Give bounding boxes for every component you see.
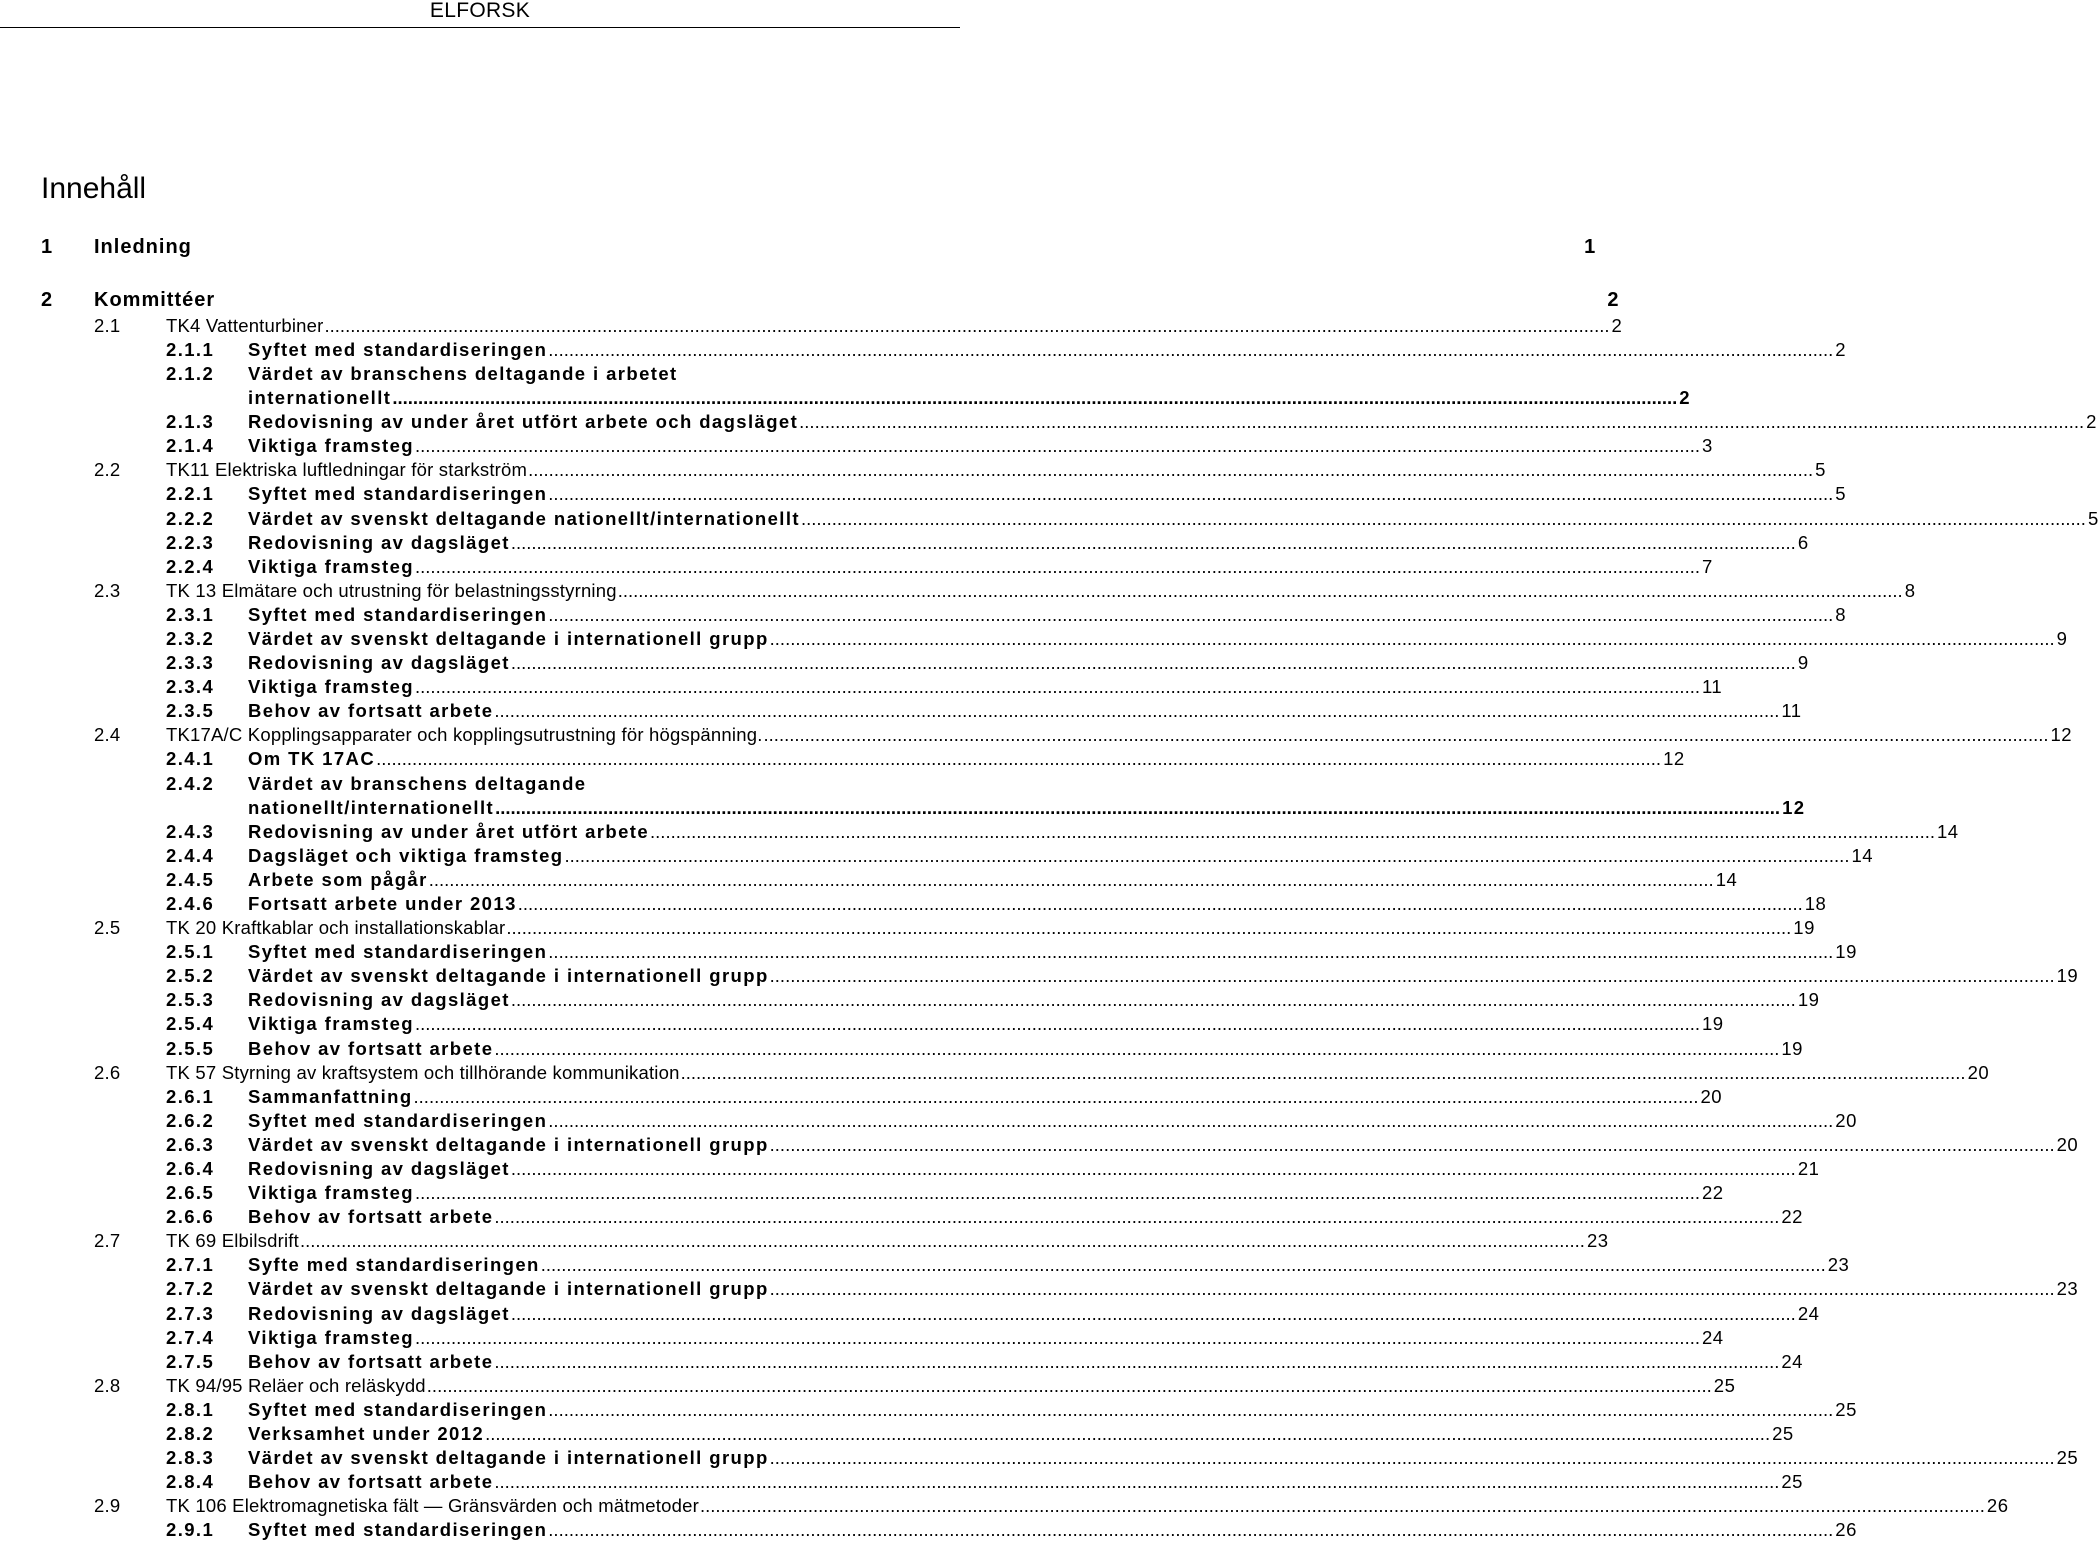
toc-entry-page-number: 11 [1702, 676, 1723, 697]
toc-entry[interactable] [166, 531, 1809, 555]
toc-entry[interactable] [94, 1374, 1736, 1398]
toc-entry[interactable] [166, 603, 1847, 627]
toc-entry-page-number: 20 [1835, 1110, 1857, 1131]
toc-entry-page-number: 26 [1986, 1495, 2009, 1516]
toc-entry-number: 2.2 [94, 459, 121, 480]
toc-entry-number: 2.6.2 [166, 1110, 215, 1131]
toc-entry-number: 2.7.5 [166, 1351, 215, 1372]
toc-entry[interactable] [166, 772, 912, 796]
toc-entry-title: Värdet av svenskt deltagande nationellt/internationellt [248, 508, 800, 529]
toc-entry-number: 1 [41, 236, 54, 258]
toc-entry-title: Värdet av svenskt deltagande i internationell grupp [248, 965, 769, 986]
toc-entry-number: 2.5.2 [166, 965, 215, 986]
toc-entry[interactable] [248, 386, 1691, 410]
toc-entry-page-number: 14 [1715, 869, 1738, 890]
toc-entry-number: 2.5.4 [166, 1013, 215, 1034]
toc-entry-page-number: 8 [1904, 580, 1916, 601]
toc-dot-leader [494, 1037, 1779, 1061]
toc-entry[interactable] [94, 314, 1623, 338]
toc-entry-title: TK 94/95 Reläer och reläskydd [166, 1375, 426, 1396]
toc-entry[interactable] [94, 1494, 2009, 1518]
toc-dot-leader [770, 1133, 2055, 1157]
toc-entry-page-number: 22 [1781, 1206, 1803, 1227]
toc-entry[interactable] [166, 1037, 1803, 1061]
toc-entry-title: Behov av fortsatt arbete [248, 1351, 494, 1372]
toc-entry-title: Redovisning av dagsläget [248, 532, 510, 553]
toc-entry-title: Redovisning av dagsläget [248, 989, 510, 1010]
toc-entry-page-number: 5 [1815, 459, 1826, 480]
toc-entry-number: 2.7.1 [166, 1254, 215, 1275]
toc-dot-leader [764, 723, 2049, 747]
toc-dot-leader [494, 1470, 1779, 1494]
toc-entry-title: Syftet med standardiseringen [248, 1519, 548, 1540]
toc-entry[interactable] [166, 1181, 1724, 1205]
toc-entry-title: Kommittéer [94, 289, 216, 311]
toc-entry-title: Redovisning av dagsläget [248, 1158, 510, 1179]
toc-entry-number: 2.6.4 [166, 1158, 215, 1179]
toc-dot-leader [799, 410, 2084, 434]
toc-entry-page-number: 25 [1781, 1471, 1803, 1492]
toc-entry-title: Viktiga framsteg [248, 1327, 415, 1348]
toc-entry-number: 2.3.2 [166, 628, 215, 649]
toc-dot-leader [541, 1253, 1826, 1277]
toc-entry-number: 2.5.1 [166, 941, 215, 962]
toc-entry-number: 2.2.2 [166, 508, 215, 529]
toc-entry-page-number: 9 [1797, 652, 1809, 673]
toc-entry-page-number: 19 [1793, 917, 1815, 938]
toc-entry-page-number: 12 [1782, 797, 1806, 818]
toc-entry-title: TK 69 Elbilsdrift [166, 1230, 299, 1251]
toc-dot-leader [511, 531, 1796, 555]
toc-entry-number: 2.3.1 [166, 604, 215, 625]
toc-entry-page-number: 9 [2056, 628, 2068, 649]
toc-entry-title: Värdet av branschens deltagande [248, 773, 587, 794]
toc-entry-page-number: 14 [1937, 821, 1959, 842]
toc-dot-leader [650, 820, 1935, 844]
toc-entry[interactable] [166, 1398, 1857, 1422]
toc-entry[interactable] [166, 988, 1820, 1012]
toc-entry-page-number: 3 [1702, 435, 1713, 456]
toc-entry-number: 2.8.2 [166, 1423, 215, 1444]
toc-dot-leader [415, 1326, 1700, 1350]
toc-entry-page-number: 20 [2056, 1134, 2079, 1155]
toc-entry-page-number: 19 [2056, 965, 2079, 986]
toc-dot-leader [495, 796, 1780, 820]
toc-entry[interactable] [166, 482, 1847, 506]
toc-entry-title: Fortsatt arbete under 2013 [248, 893, 517, 914]
toc-entry-page-number: 19 [1781, 1038, 1803, 1059]
toc-entry-number: 2.7.3 [166, 1303, 215, 1324]
toc-entry[interactable] [166, 362, 912, 386]
toc-entry-title: Inledning [94, 236, 192, 258]
toc-entry[interactable] [166, 1422, 1794, 1446]
toc-dot-leader [770, 1446, 2055, 1470]
toc-entry-title: Syftet med standardiseringen [248, 1110, 548, 1131]
toc-entry-page-number: 23 [2056, 1278, 2079, 1299]
toc-entry[interactable] [166, 627, 2068, 651]
toc-entry-number: 2.1.3 [166, 411, 215, 432]
toc-entry-number: 2.1 [94, 315, 121, 336]
toc-entry-page-number: 21 [1797, 1158, 1820, 1179]
toc-dot-leader [770, 627, 2055, 651]
toc-entry[interactable] [166, 1470, 1803, 1494]
toc-entry[interactable] [166, 1302, 1820, 1326]
toc-entry-number: 2.4.3 [166, 821, 215, 842]
header-title: ELFORSK [429, 0, 531, 22]
toc-entry-number: 2.3.4 [166, 676, 215, 697]
toc-entry[interactable] [248, 796, 1806, 820]
toc-entry-page-number: 5 [1835, 483, 1847, 504]
toc-entry[interactable] [166, 434, 1713, 458]
toc-dot-leader [801, 507, 2086, 531]
toc-entry-number: 2.8 [94, 1375, 121, 1396]
toc-entry-title: TK4 Vattenturbiner [166, 315, 324, 336]
toc-dot-leader [427, 1374, 1712, 1398]
toc-entry-title: Värdet av branschens deltagande i arbetet [248, 363, 678, 384]
toc-entry-number: 2 [41, 289, 54, 311]
toc-entry[interactable] [166, 1085, 1723, 1109]
toc-entry-title: TK 106 Elektromagnetiska fält — Gränsvärden och mätmetoder [166, 1495, 699, 1516]
toc-entry-title: Viktiga framsteg [248, 676, 415, 697]
toc-entry-page-number: 25 [1772, 1423, 1794, 1444]
toc-entry-number: 2.6.1 [166, 1086, 215, 1107]
toc-dot-leader [564, 844, 1849, 868]
toc-entry-page-number: 24 [1797, 1303, 1820, 1324]
toc-dot-leader [414, 1085, 1699, 1109]
toc-dot-leader [518, 892, 1803, 916]
toc-entry[interactable] [166, 507, 2099, 531]
toc-dot-leader [548, 338, 1833, 362]
toc-entry[interactable] [166, 1253, 1850, 1277]
toc-dot-leader [548, 940, 1833, 964]
toc-entry[interactable] [166, 868, 1738, 892]
toc-entry[interactable] [166, 699, 1802, 723]
toc-entry-page-number: 24 [1781, 1351, 1803, 1372]
toc-dot-leader [325, 314, 1610, 338]
toc-entry[interactable] [94, 1229, 1609, 1253]
toc-entry-number: 2.5 [94, 917, 121, 938]
toc-entry-page-number: 20 [1967, 1062, 1990, 1083]
toc-entry-number: 2.1.4 [166, 435, 215, 456]
toc-entry[interactable] [166, 964, 2079, 988]
toc-entry-title: Behov av fortsatt arbete [248, 700, 494, 721]
toc-entry-title: Behov av fortsatt arbete [248, 1206, 494, 1227]
toc-entry-title: TK 13 Elmätare och utrustning för belastningsstyrning [166, 580, 617, 601]
toc-entry[interactable] [166, 1277, 2079, 1301]
toc-dot-leader [494, 1205, 1779, 1229]
toc-dot-leader [548, 1518, 1833, 1542]
toc-entry-number: 2.8.3 [166, 1447, 215, 1468]
toc-entry-number: 2.3.3 [166, 652, 215, 673]
toc-entry-title: Redovisning av dagsläget [248, 652, 510, 673]
toc-entry-number: 2.4 [94, 724, 121, 745]
toc-entry[interactable] [94, 458, 1826, 482]
toc-entry-title: Om TK 17AC [248, 748, 376, 769]
toc-dot-leader [511, 651, 1796, 675]
toc-entry[interactable] [166, 844, 1874, 868]
toc-entry-page-number: 25 [1835, 1399, 1857, 1420]
toc-entry[interactable] [166, 651, 1809, 675]
toc-entry[interactable] [166, 1133, 2079, 1157]
toc-dot-leader [429, 868, 1714, 892]
toc-entry-number: 2.9.1 [166, 1519, 215, 1540]
toc-entry-title: Värdet av svenskt deltagande i internationell grupp [248, 1134, 769, 1155]
toc-dot-leader [415, 675, 1700, 699]
toc-dot-leader [681, 1061, 1966, 1085]
toc-entry[interactable] [166, 892, 1827, 916]
toc-entry-page-number: 2 [1611, 315, 1623, 336]
toc-entry-title: TK17A/C Kopplingsapparater och kopplingsutrustning för högspänning. [166, 724, 763, 745]
toc-entry[interactable] [166, 1518, 1857, 1542]
toc-entry-title: internationellt [248, 387, 392, 408]
toc-dot-leader [392, 386, 1677, 410]
toc-entry[interactable] [166, 1446, 2079, 1470]
toc-entry-page-number: 19 [1702, 1013, 1724, 1034]
toc-dot-leader [376, 747, 1661, 771]
toc-entry[interactable] [166, 1012, 1724, 1036]
toc-entry[interactable] [41, 235, 1597, 259]
toc-entry-title: Viktiga framsteg [248, 435, 415, 456]
toc-entry-number: 2.1.2 [166, 363, 215, 384]
toc-entry-title: Värdet av svenskt deltagande i internationell grupp [248, 628, 769, 649]
toc-dot-leader [415, 1181, 1700, 1205]
toc-entry-page-number: 2 [2086, 411, 2097, 432]
toc-entry-page-number: 14 [1851, 845, 1874, 866]
toc-entry-page-number: 19 [1835, 941, 1857, 962]
toc-entry-title: Syftet med standardiseringen [248, 339, 548, 360]
toc-entry[interactable] [166, 555, 1713, 579]
toc-entry-number: 2.3.5 [166, 700, 215, 721]
toc-dot-leader [770, 964, 2055, 988]
toc-entry-number: 2.6 [94, 1062, 121, 1083]
toc-entry-page-number: 12 [1663, 748, 1685, 769]
toc-entry-page-number: 6 [1797, 532, 1809, 553]
toc-entry-title: Värdet av svenskt deltagande i internationell grupp [248, 1278, 769, 1299]
toc-entry-number: 2.8.4 [166, 1471, 215, 1492]
toc-entry-page-number: 2 [1679, 387, 1691, 408]
toc-entry-title: TK 57 Styrning av kraftsystem och tillhörande kommunikation [166, 1062, 680, 1083]
toc-dot-leader [548, 482, 1833, 506]
toc-entry-number: 2.9 [94, 1495, 121, 1516]
toc-entry-number: 2.4.4 [166, 845, 215, 866]
toc-entry-title: Syfte med standardiseringen [248, 1254, 540, 1275]
toc-entry-number: 2.7.2 [166, 1278, 215, 1299]
toc-entry-page-number: 1 [1584, 236, 1597, 258]
toc-entry-title: Syftet med standardiseringen [248, 604, 548, 625]
toc-entry-page-number: 25 [1713, 1375, 1736, 1396]
toc-entry-page-number: 23 [1827, 1254, 1850, 1275]
toc-entry-title: Redovisning av dagsläget [248, 1303, 510, 1324]
toc-entry-number: 2.7 [94, 1230, 121, 1251]
toc-entry-title: Syftet med standardiseringen [248, 1399, 548, 1420]
toc-entry[interactable] [166, 1350, 1803, 1374]
toc-entry-title: Behov av fortsatt arbete [248, 1038, 494, 1059]
toc-entry-number: 2.3 [94, 580, 121, 601]
toc-dot-leader [415, 1012, 1700, 1036]
toc-entry-title: Sammanfattning [248, 1086, 413, 1107]
toc-dot-leader [700, 1494, 1985, 1518]
toc-entry[interactable] [166, 940, 1857, 964]
toc-entry[interactable] [166, 338, 1847, 362]
toc-entry-title: TK11 Elektriska luftledningar för starkström [166, 459, 528, 480]
toc-entry-title: nationellt/internationellt [248, 797, 495, 818]
toc-entry-title: Viktiga framsteg [248, 556, 415, 577]
toc-entry[interactable] [94, 723, 2073, 747]
toc-entry[interactable] [166, 1205, 1803, 1229]
toc-entry-title: Behov av fortsatt arbete [248, 1471, 494, 1492]
toc-entry-number: 2.2.3 [166, 532, 215, 553]
toc-entry-number: 2.2.4 [166, 556, 215, 577]
toc-entry-number: 2.4.5 [166, 869, 215, 890]
toc-dot-leader [548, 1109, 1833, 1133]
toc-entry-page-number: 8 [1835, 604, 1847, 625]
toc-entry-title: Syftet med standardiseringen [248, 941, 548, 962]
toc-entry[interactable] [166, 1157, 1820, 1181]
toc-dot-leader [528, 458, 1813, 482]
toc-dot-leader [618, 579, 1903, 603]
toc-dot-leader [494, 1350, 1779, 1374]
toc-entry-page-number: 2 [1607, 289, 1620, 311]
toc-entry-page-number: 24 [1702, 1327, 1724, 1348]
toc-dot-leader [300, 1229, 1585, 1253]
toc-entry-number: 2.6.3 [166, 1134, 215, 1155]
toc-entry-page-number: 25 [2056, 1447, 2079, 1468]
toc-entry-number: 2.4.2 [166, 773, 215, 794]
toc-entry[interactable] [94, 579, 1916, 603]
toc-entry-title: Syftet med standardiseringen [248, 483, 548, 504]
toc-dot-leader [511, 1157, 1796, 1181]
toc-dot-leader [415, 555, 1700, 579]
toc-entry-title: Arbete som pågår [248, 869, 428, 890]
toc-entry[interactable] [94, 1061, 1990, 1085]
toc-entry-title: Redovisning av under året utfört arbete och dagsläget [248, 411, 799, 432]
toc-entry-number: 2.4.6 [166, 893, 215, 914]
toc-dot-leader [511, 1302, 1796, 1326]
toc-entry-page-number: 22 [1702, 1182, 1724, 1203]
toc-entry-page-number: 19 [1797, 989, 1820, 1010]
toc-entry-title: Verksamhet under 2012 [248, 1423, 485, 1444]
toc-entry-page-number: 23 [1586, 1230, 1609, 1251]
toc-dot-leader [511, 988, 1796, 1012]
toc-entry-number: 2.1.1 [166, 339, 215, 360]
toc-entry-title: Redovisning av under året utfört arbete [248, 821, 650, 842]
toc-dot-leader [548, 603, 1833, 627]
toc-entry-page-number: 2 [1835, 339, 1847, 360]
page-title: Innehåll [41, 172, 147, 205]
toc-entry-number: 2.2.1 [166, 483, 215, 504]
toc-entry[interactable] [41, 288, 1620, 312]
toc-entry-number: 2.5.3 [166, 989, 215, 1010]
toc-entry-title: TK 20 Kraftkablar och installationskablar [166, 917, 506, 938]
toc-entry-number: 2.8.1 [166, 1399, 215, 1420]
toc-dot-leader [548, 1398, 1833, 1422]
toc-dot-leader [770, 1277, 2055, 1301]
toc-dot-leader [415, 434, 1700, 458]
toc-entry-title: Viktiga framsteg [248, 1013, 415, 1034]
toc-entry[interactable] [94, 916, 1815, 940]
toc-entry-page-number: 11 [1781, 700, 1802, 721]
toc-entry-page-number: 20 [1700, 1086, 1723, 1107]
toc-entry[interactable] [166, 675, 1723, 699]
toc-entry-number: 2.5.5 [166, 1038, 215, 1059]
toc-entry-title: Viktiga framsteg [248, 1182, 415, 1203]
toc-entry-number: 2.7.4 [166, 1327, 215, 1348]
toc-entry-page-number: 7 [1702, 556, 1713, 577]
toc-entry-title: Värdet av svenskt deltagande i internationell grupp [248, 1447, 769, 1468]
toc-entry-page-number: 5 [2087, 508, 2099, 529]
toc-entry-page-number: 26 [1835, 1519, 1857, 1540]
toc-dot-leader [494, 699, 1779, 723]
toc-entry[interactable] [166, 410, 2097, 434]
toc-entry-title: Dagsläget och viktiga framsteg [248, 845, 564, 866]
toc-entry-number: 2.4.1 [166, 748, 215, 769]
toc-entry-number: 2.6.6 [166, 1206, 215, 1227]
toc-dot-leader [506, 916, 1791, 940]
toc-entry[interactable] [166, 1326, 1724, 1350]
toc-entry[interactable] [166, 1109, 1857, 1133]
toc-entry[interactable] [166, 747, 1685, 771]
toc-entry-page-number: 18 [1804, 893, 1827, 914]
toc-dot-leader [485, 1422, 1770, 1446]
toc-entry-page-number: 12 [2050, 724, 2073, 745]
toc-entry[interactable] [166, 820, 1959, 844]
toc-entry-number: 2.6.5 [166, 1182, 215, 1203]
